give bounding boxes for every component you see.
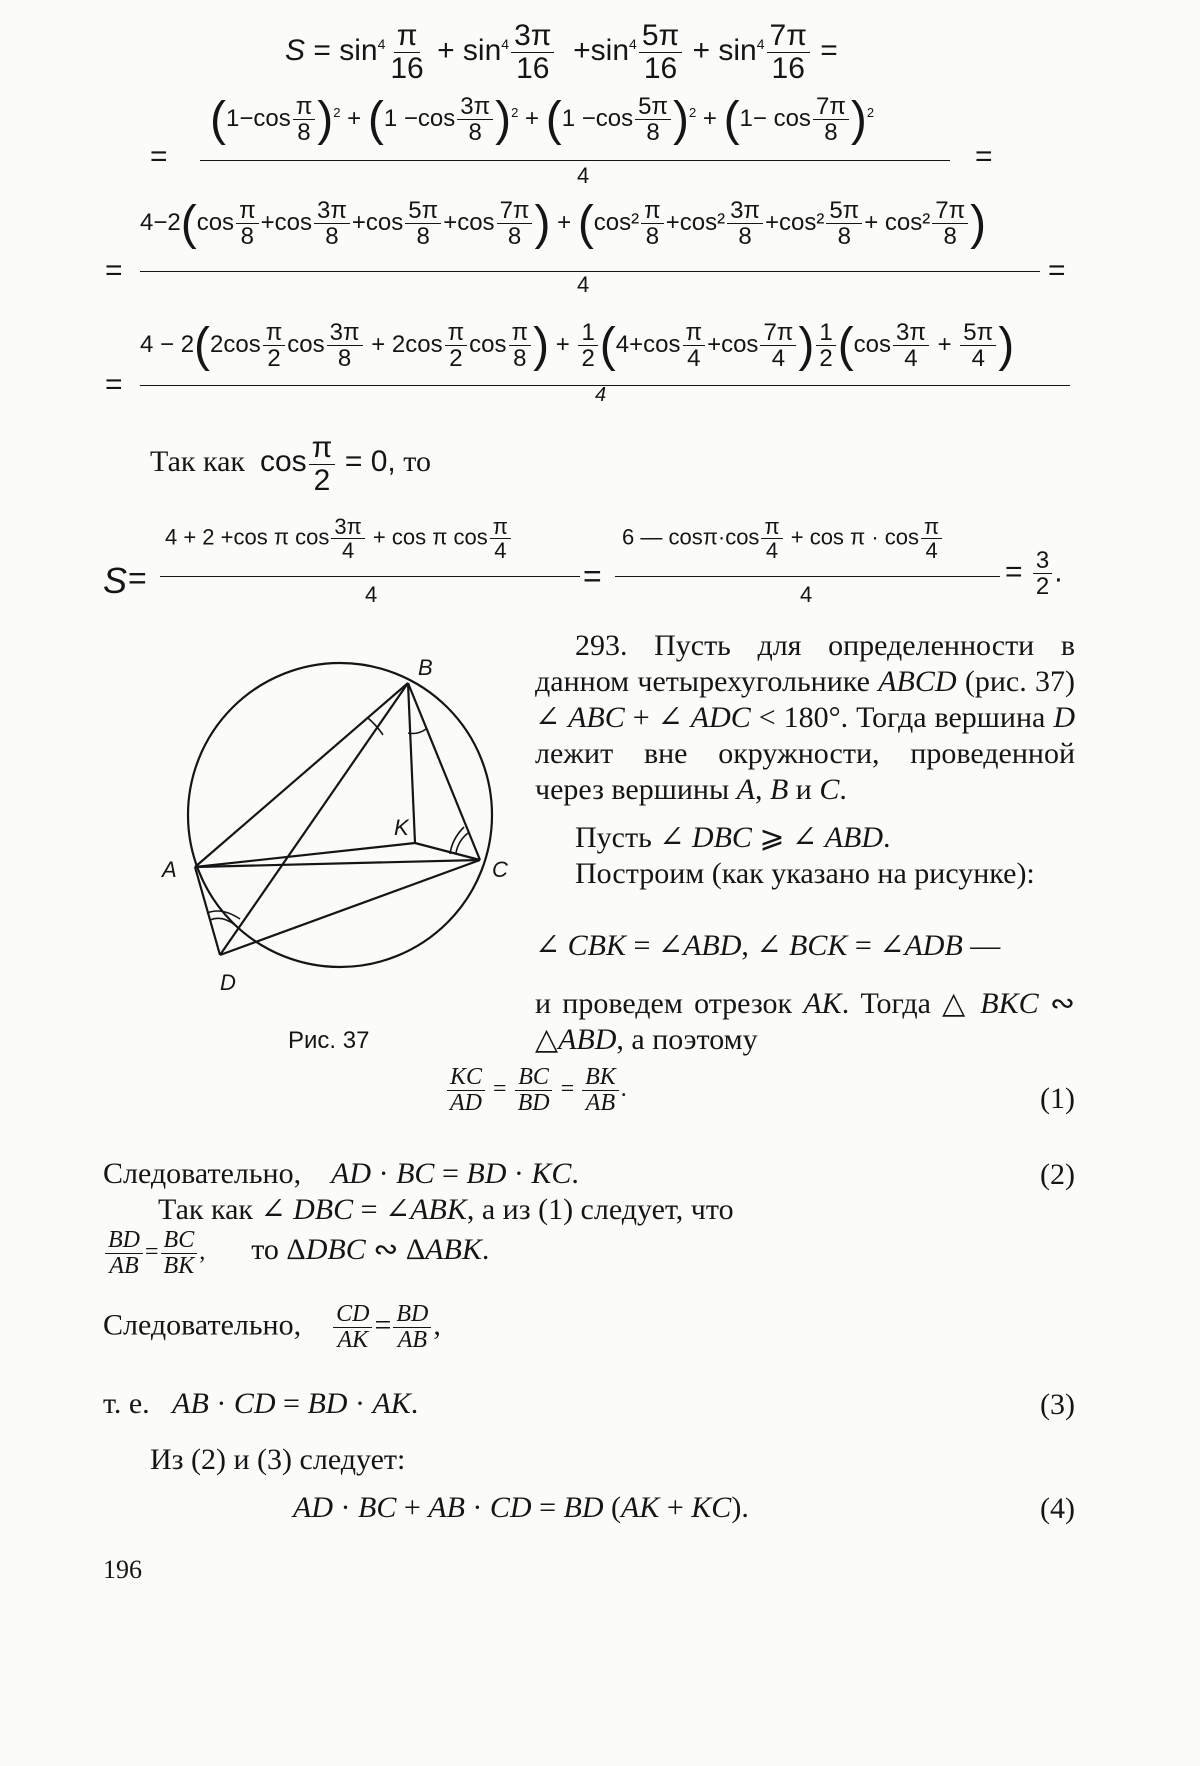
formula-line-3-numerator: 4−2(cos $\frac{\pi}{8}$ +cos $\frac{3\pi}{8}$ +cos $\frac{5\pi}{8}$ +cos $\frac{7\pi}{8}$ ) + (cos² $\frac{\pi}{8}$ +cos² $\frac{3\pi}{8}$ +cos² $\frac{5\pi}{8}$ + cos² $\frac{7\pi}{8}$ ): [140, 196, 987, 250]
problem-paragraph-1: 293. Пусть для определенности в данном четырехугольнике ABCD (рис. 37) ∠ ABC + ∠ ADC < 180°. Тогда вершина D лежит вне окружности, проведенной через вершины A, B и C.: [535, 629, 1075, 806]
s-left-denominator: 4: [365, 582, 378, 607]
eq-sign: =: [975, 140, 993, 173]
eq-sign: =: [105, 254, 123, 287]
formula-line-1: $S = \sin^4$ $\frac{\pi}{16}$ + $\sin^4$ $\frac{3\pi}{16}$ $+\sin^4$ $\frac{5\pi}{16}$ + $\sin^4$ $\frac{7\pi}{16}$ =: [285, 19, 838, 85]
s-result: = $\frac{3}{2}$ .: [1005, 547, 1063, 601]
problem-paragraph-8: $\frac{BD}{AB}$ = $\frac{BC}{BK}$ , то ΔDBC ∾ ΔABK.: [103, 1228, 489, 1279]
fraction-bar: [160, 576, 580, 577]
formula-line-4-denominator: 4: [595, 384, 607, 406]
equation-4-number: (4): [1040, 1492, 1075, 1525]
s-left-numerator: 4 + 2 +cos π cos $\frac{3\pi}{4}$ + cos π cos $\frac{\pi}{4}$: [165, 515, 513, 562]
segment-AC: [195, 860, 480, 867]
problem-paragraph-7: Так как ∠ DBC = ∠ABK, а из (1) следует, что: [158, 1193, 734, 1226]
angle-mark-D2: [207, 911, 240, 919]
segment-AB: [195, 683, 408, 867]
equation-3-number: (3): [1040, 1388, 1075, 1421]
eq-sign: =: [150, 140, 168, 173]
formula-line-3-denominator: 4: [577, 272, 590, 297]
equation-1: $\frac{KC}{AD}$ = $\frac{BC}{BD}$ = $\frac{BK}{AB}$ .: [445, 1065, 627, 1116]
formula-line-2-numerator: (1−cos $\frac{\pi}{8}$ )$^2$ + (1 −cos $\frac{3\pi}{8}$ )$^2$ + (1 −cos $\frac{5\pi}{8}$ )$^2$ + (1− cos $\frac{7\pi}{8}$ )$^2$: [210, 92, 875, 146]
s-right-denominator: 4: [800, 582, 813, 607]
problem-paragraph-11: Из (2) и (3) следует:: [150, 1443, 406, 1476]
s-symbol: S: [103, 560, 128, 601]
eq-sign: =: [583, 558, 602, 594]
eq-sign: =: [1048, 254, 1066, 287]
segment-BC: [408, 683, 480, 860]
problem-paragraph-5: и проведем отрезок AK. Тогда △ BKC ∾ △ABD, а поэтому: [535, 987, 1075, 1056]
s-right-numerator: 6 — cosπ·cos $\frac{\pi}{4}$ + cos π · cos $\frac{\pi}{4}$: [622, 515, 944, 562]
eq-sign: =: [105, 368, 123, 401]
label-K: K: [394, 815, 409, 840]
circumcircle: [188, 663, 492, 967]
equation-2-number: (2): [1040, 1158, 1075, 1191]
angle-mark-D1: [210, 918, 235, 925]
fraction-bar: [615, 576, 1000, 577]
problem-paragraph-3: Построим (как указано на рисунке):: [575, 857, 1035, 890]
label-D: D: [220, 970, 236, 995]
label-A: A: [162, 857, 177, 882]
angle-mark-C1: [456, 833, 468, 853]
segment-DC: [220, 860, 480, 955]
problem-paragraph-6: Следовательно, AD · BC = BD · KC.: [103, 1157, 579, 1190]
problem-paragraph-12: AD · BC + AB · CD = BD (AK + KC).: [293, 1491, 749, 1524]
problem-paragraph-2: Пусть ∠ DBC ⩾ ∠ ABD.: [575, 821, 891, 854]
label-C: C: [492, 857, 508, 882]
since-cos-statement: Так как cos $\frac{\pi}{2}$ = 0, то: [150, 431, 431, 497]
fraction-bar: [200, 160, 950, 161]
label-B: B: [418, 655, 433, 680]
eq-sign: =: [128, 560, 147, 596]
formula-line-2-denominator: 4: [577, 163, 590, 188]
formula-line-4-numerator: 4 − 2(2cos $\frac{\pi}{2}$ cos $\frac{3\pi}{8}$ + 2cos $\frac{\pi}{2}$ cos $\frac{\pi}{8}$ ) + $\frac{1}{2}$ (4+cos $\frac{\pi}{4}$ +cos $\frac{7\pi}{4}$ ) $\frac{1}{2}$ (cos $\frac{3\pi}{4}$ + $\frac{5\pi}{4}$ ): [140, 318, 1015, 372]
fraction-bar: [140, 271, 1040, 272]
figure-caption: Рис. 37: [288, 1027, 370, 1054]
problem-paragraph-9: Следовательно, $\frac{CD}{AK}$ = $\frac{BD}{AB}$ ,: [103, 1301, 441, 1354]
figure-37: [150, 655, 530, 1015]
equation-1-number: (1): [1040, 1082, 1075, 1115]
segment-KC: [415, 843, 480, 860]
page-number: 196: [103, 1555, 142, 1584]
problem-paragraph-4: ∠ CBK = ∠ABD, ∠ BCK = ∠ADB —: [535, 929, 1001, 962]
segment-BD: [220, 683, 408, 955]
problem-number: 293.: [575, 629, 628, 662]
problem-paragraph-10: т. е. AB · CD = BD · AK.: [103, 1387, 419, 1420]
segment-BK: [408, 683, 415, 843]
